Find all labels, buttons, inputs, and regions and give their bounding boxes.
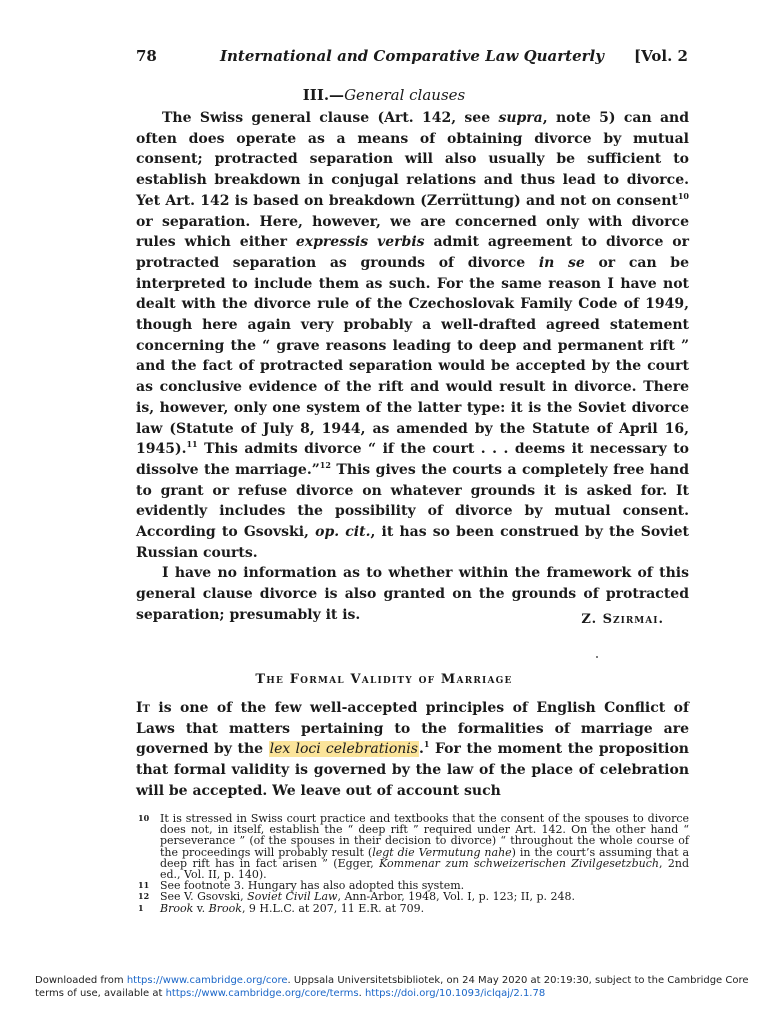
article-body	[136, 698, 689, 802]
article-paragraph-1	[136, 698, 689, 802]
text-run: The Swiss general clause (Art. 142, see	[162, 110, 499, 126]
journal-title: International and Comparative Law Quarterly	[220, 47, 604, 65]
text-run: Downloaded from	[35, 975, 127, 986]
text-run-italic: Brook	[160, 901, 194, 915]
text-run: or separation. Here, however, we are concerned only with divorce rules which either	[136, 213, 689, 251]
text-run-italic: Soviet Civil Law	[247, 890, 338, 904]
text-run-italic: Brook	[208, 901, 242, 915]
section-title: General clauses	[344, 86, 466, 104]
page-number: 78	[136, 47, 157, 65]
text-run: See V. Gsovski,	[160, 890, 248, 904]
text-run: It is stressed in Swiss court practice and textbooks that the consent of the spouses to divorce does not, in itself, establish the “ deep rift ” required under Art. 142. On the other hand “ perseverance ” (of the spouses in their decision to divorce) “ throughout the whole course of the proceedings will probably result (	[160, 812, 689, 859]
text-run: For the moment the proposition that formal validity is governed by the law of the place of celebration will be accepted. We leave out of account such	[136, 741, 689, 799]
text-run: , note 5) can and often does operate as a means of obtaining divorce by mutual consent; protracted separation will also usually be sufficient to establish breakdown in conjugal relations and thus lead to divorce. Yet Art. 142 is based on breakdown (Zerrüttung) and not on consent	[136, 110, 689, 209]
text-run: See footnote 3. Hungary has also adopted this system.	[160, 879, 465, 893]
footnote-mark: 11	[138, 880, 150, 891]
text-run-italic: supra	[498, 110, 543, 126]
doi-link[interactable]: https://doi.org/10.1093/iclqaj/2.1.78	[364, 988, 546, 999]
article-title: The Formal Validity of Marriage	[255, 672, 513, 687]
footnote-ref-11: 11	[186, 439, 198, 450]
text-run: This admits divorce “ if the court . . . deems it necessary to dissolve the marriage.”	[136, 441, 689, 478]
footnote-ref-10: 10	[677, 190, 689, 201]
text-run-italic: legt die Vermutung nahe	[372, 845, 512, 859]
paragraph-1	[136, 108, 689, 563]
text-run: , 9 H.L.C. at 207, 11 E.R. at 709.	[241, 901, 425, 915]
section-number: III.—	[302, 86, 345, 104]
text-run-italic: Kommenar zum schweizerischen Zivilgesetzbuch	[379, 856, 659, 870]
footnote-ref-12: 12	[319, 459, 331, 470]
text-run: , it has so been construed by the Soviet Russian courts.	[136, 524, 690, 561]
text-run: .	[418, 741, 424, 758]
section-body	[136, 108, 689, 626]
footnote-mark: 12	[138, 891, 150, 902]
text-run: or can be interpreted to include them as such. For the same reason I have not dealt with the divorce rule of the Czechoslovak Family Code of 1949, though here again very probably a well-drafted agreed statement concerning the “ grave reasons leading to deep and permanent rift ” and the fact of protracted separation would be accepted by the court as conclusive evidence of the rift and would result in divorce. There is, however, only one system of the latter type: it is the Soviet divorce law (Statute of July 8, 1944, as amended by the Statute of April 16, 1945).	[136, 254, 689, 458]
running-header	[136, 47, 688, 71]
text-run: admit agreement to divorce or protracted separation as grounds of divorce	[136, 234, 689, 271]
highlighted-text[interactable]: lex loci celebrationis	[269, 741, 418, 758]
footnote-ref-1: 1	[423, 739, 430, 750]
stray-mark	[596, 656, 598, 658]
text-run-italic: expressis verbis	[295, 234, 425, 251]
section-heading	[0, 86, 768, 104]
footnote-10	[136, 813, 689, 880]
text-run: is one of the few well-accepted principles of English Conflict of Laws that matters pertaining to the formalities of marriage are governed by the	[136, 700, 689, 758]
text-run-italic: in se	[538, 254, 585, 271]
text-run: ) in the court’s assuming that a deep rift has in fact arisen ” (Egger,	[160, 845, 689, 870]
author-signature: Z. Szirmai.	[581, 612, 664, 627]
download-notice	[35, 974, 755, 1000]
core-link[interactable]: https://www.cambridge.org/core	[126, 975, 288, 986]
text-run: , Ann-Arbor, 1948, Vol. I, p. 123; II, p. 248.	[337, 890, 576, 904]
footnotes	[136, 813, 689, 914]
volume-label: [Vol. 2	[634, 47, 688, 65]
text-run-italic: op. cit.	[315, 524, 371, 541]
footnote-mark: 10	[138, 813, 150, 823]
footnote-mark: 1	[138, 902, 144, 913]
text-run: This gives the courts a completely free hand to grant or refuse divorce on whatever grounds it is asked for. It evidently includes the possibility of divorce by mutual consent. According to Gsovski,	[136, 461, 689, 541]
paragraph-2: I have no information as to whether within the framework of this general clause divorce is also granted on the grounds of protracted separation; presumably it is.	[136, 565, 689, 623]
text-run: v.	[193, 901, 209, 915]
text-run: , 2nd ed., Vol. II, p. 140).	[160, 856, 689, 882]
text-run: . Uppsala Universitetsbibliotek, on 24 May 2020 at 20:19:30, subject to the Cambridge Core terms of use, available at	[35, 975, 749, 999]
drop-word: It	[136, 700, 150, 716]
text-run: .	[358, 988, 365, 999]
footnote-1	[136, 903, 689, 914]
terms-link[interactable]: https://www.cambridge.org/core/terms	[165, 988, 359, 999]
